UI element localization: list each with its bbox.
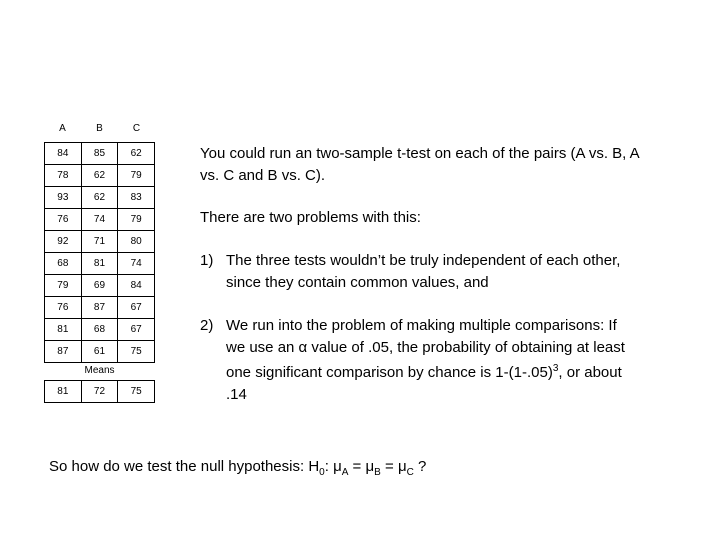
column-header-c: C [132, 123, 141, 134]
null-hypothesis-question: So how do we test the null hypothesis: $H_0$: $\mu_A = \mu_B = \mu_C$ ? [49, 458, 427, 478]
table-cell: 62 [81, 165, 118, 187]
table-header [44, 123, 155, 134]
paragraph-problems: There are two problems with this: [200, 209, 421, 226]
list-text: The three tests wouldn’t be truly independent of each other, since they contain common values, and [226, 252, 621, 291]
table-cell: 78 [45, 165, 82, 187]
list-item-1 [200, 250, 640, 293]
table-cell: 93 [45, 187, 82, 209]
table-cell: 75 [118, 341, 155, 363]
table-row [45, 165, 155, 187]
table-cell: 68 [81, 319, 118, 341]
table-row [45, 341, 155, 363]
table-row [45, 231, 155, 253]
table-cell: 67 [118, 319, 155, 341]
data-table [44, 142, 155, 363]
table-cell: 74 [118, 253, 155, 275]
table-cell: 79 [118, 209, 155, 231]
table-cell: 87 [81, 297, 118, 319]
table-cell: 67 [118, 297, 155, 319]
table-cell: 84 [118, 275, 155, 297]
table-cell: 84 [45, 143, 82, 165]
exponent: 3 [552, 363, 559, 374]
list-number: 2) [200, 317, 214, 334]
table-cell: 87 [45, 341, 82, 363]
mean-a: 81 [45, 381, 82, 403]
table-row [45, 253, 155, 275]
table-cell: 68 [45, 253, 82, 275]
table-row [45, 275, 155, 297]
list-item-2 [200, 315, 640, 405]
alpha-symbol: α [298, 338, 308, 356]
table-cell: 62 [81, 187, 118, 209]
table-cell: 83 [118, 187, 155, 209]
column-header-a: A [59, 123, 66, 134]
paragraph-pairs: You could run an two-sample t-test on each of the pairs (A vs. B, A vs. C and B vs. C). [200, 145, 639, 184]
table-row [45, 297, 155, 319]
table-cell: 80 [118, 231, 155, 253]
table-cell: 92 [45, 231, 82, 253]
column-header-b: B [96, 123, 103, 134]
table-cell: 76 [45, 209, 82, 231]
table-row [45, 187, 155, 209]
list-number: 1) [200, 252, 214, 269]
means-label: Means [84, 365, 115, 376]
table-cell: 81 [45, 319, 82, 341]
table-row [45, 319, 155, 341]
mean-c: 75 [118, 381, 155, 403]
table-cell: 69 [81, 275, 118, 297]
table-cell: 79 [45, 275, 82, 297]
table-row [45, 209, 155, 231]
table-cell: 85 [81, 143, 118, 165]
mean-b: 72 [81, 381, 118, 403]
means-row [45, 381, 155, 403]
table-row [45, 143, 155, 165]
list-text: We run into the problem of making multiple comparisons: If we use an α value of .05, the probability of obtaining at least one significant comparison by chance is $1-(1-.05)^3$, or about .14 [226, 317, 625, 403]
table-cell: 74 [81, 209, 118, 231]
table-cell: 81 [81, 253, 118, 275]
table-cell: 76 [45, 297, 82, 319]
table-cell: 61 [81, 341, 118, 363]
table-cell: 71 [81, 231, 118, 253]
table-cell: 62 [118, 143, 155, 165]
means-table [44, 380, 155, 403]
table-cell: 79 [118, 165, 155, 187]
